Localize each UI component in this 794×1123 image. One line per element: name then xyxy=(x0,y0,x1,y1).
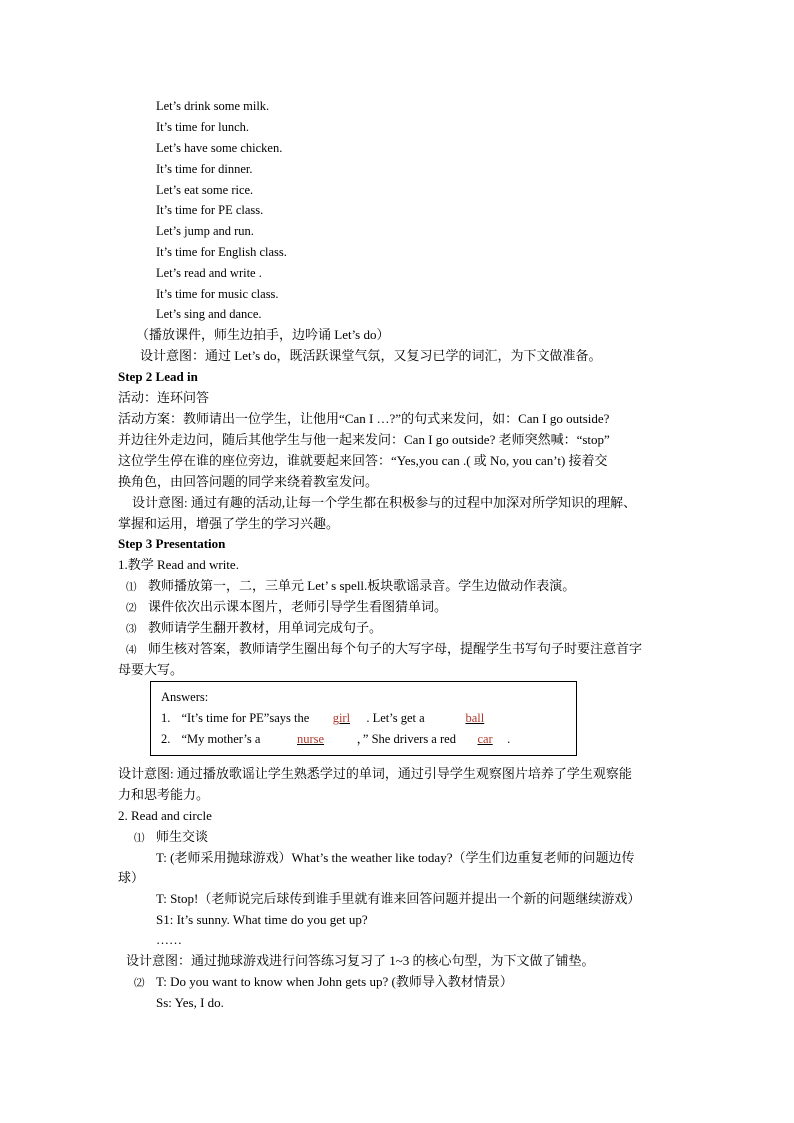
answer-text: . xyxy=(507,732,511,746)
item-number: ⑴ xyxy=(126,582,137,593)
chant-line: It’s time for music class. xyxy=(156,287,279,301)
step2-plan-line: 这位学生停在谁的座位旁边，谁就要起来回答：“Yes,you can .( 或 No, you can’t) 接着交 xyxy=(118,453,608,468)
dialog-line: S1: It’s sunny. What time do you get up? xyxy=(156,912,368,927)
step3-heading: Step 3 Presentation xyxy=(118,536,226,551)
item-text: 师生交谈 xyxy=(156,829,209,844)
step2-plan-line: 并边往外走边问，随后其他学生与他一起来发问：Can I go outside? 老师突然喊：“stop” xyxy=(118,432,610,447)
step1-note: （播放课件，师生边拍手，边吟诵 Let’s do） xyxy=(136,327,390,342)
step3-sub2-item xyxy=(134,972,513,994)
answer-number: 2. xyxy=(161,732,171,746)
ellipsis: …… xyxy=(156,932,182,947)
step2-plan-line: 活动方案：教师请出一位学生，让他用“Can I …?”的句式来发问，如：Can I go outside? xyxy=(118,411,610,426)
dialog-line: T: Stop!（老师说完后球传到谁手里就有谁来回答问题并提出一个新的问题继续游戏） xyxy=(156,891,641,906)
answer-row-2 xyxy=(161,729,510,749)
answer-blank: girl xyxy=(332,711,351,725)
step3-design-intent: 设计意图：通过抛球游戏进行问答练习复习了 1~3 的核心句型，为下文做了铺垫。 xyxy=(126,953,595,968)
dialog-line: 球） xyxy=(118,870,145,885)
chant-line: Let’s read and write . xyxy=(156,266,262,280)
step1-design-intent: 设计意图：通过 Let’s do，既活跃课堂气氛，又复习已学的词汇，为下文做准备。 xyxy=(140,348,602,363)
chant-line: It’s time for dinner. xyxy=(156,162,253,176)
answer-text: ，” She drivers a red xyxy=(356,732,456,746)
dialog-line: Ss: Yes, I do. xyxy=(156,995,224,1010)
step3-item xyxy=(126,576,575,598)
chant-line: Let’s have some chicken. xyxy=(156,141,283,155)
step2-design-line: 掌握和运用，增强了学生的学习兴趣。 xyxy=(118,516,340,531)
answers-title: Answers: xyxy=(161,690,209,704)
item-text: T: Do you want to know when John gets up? (教师导入教材情景） xyxy=(156,974,513,989)
answer-text: “It’s time for PE”says the xyxy=(181,711,310,725)
answers-box xyxy=(150,681,577,756)
item-number: ⑵ xyxy=(126,603,137,614)
answer-number: 1. xyxy=(161,711,171,725)
step3-sub2: 2. Read and circle xyxy=(118,808,212,823)
item-number: ⑷ xyxy=(126,645,137,656)
step3-item xyxy=(126,597,447,619)
step2-plan-line: 换角色，由回答问题的同学来绕着教室发问。 xyxy=(118,474,379,489)
answer-row-1 xyxy=(161,708,518,728)
item-number: ⑴ xyxy=(134,833,145,844)
item-number: ⑵ xyxy=(134,978,145,989)
answer-text: “My mother’s a xyxy=(181,732,261,746)
chant-line: It’s time for English class. xyxy=(156,245,287,259)
item-number: ⑶ xyxy=(126,624,137,635)
step3-design-line: 设计意图: 通过播放歌谣让学生熟悉学过的单词，通过引导学生观察图片培养了学生观察能 xyxy=(118,766,632,781)
item-text: 师生核对答案，教师请学生圈出每个句子的大写字母，提醒学生书写句子时要注意首字 xyxy=(148,641,643,656)
chant-line: Let’s jump and run. xyxy=(156,224,254,238)
step2-activity: 活动：连环问答 xyxy=(118,390,210,405)
step3-item xyxy=(126,639,642,661)
step3-item-continuation: 母要大写。 xyxy=(118,662,184,677)
item-text: 课件依次出示课本图片，老师引导学生看图猜单词。 xyxy=(148,599,448,614)
chant-line: Let’s drink some milk. xyxy=(156,99,270,113)
step3-design-line: 力和思考能力。 xyxy=(118,787,210,802)
chant-line: It’s time for PE class. xyxy=(156,203,264,217)
item-text: 教师请学生翻开教材，用单词完成句子。 xyxy=(148,620,383,635)
item-text: 教师播放第一，二，三单元 Let’ s spell.板块歌谣录音。学生边做动作表演。 xyxy=(148,578,576,593)
step2-design-line: 设计意图: 通过有趣的活动,让每一个学生都在积极参与的过程中加深对所学知识的理解、 xyxy=(132,495,637,510)
step3-sub1: 1.教学 Read and write. xyxy=(118,557,239,572)
answer-text: . Let’s get a xyxy=(366,711,425,725)
chant-line: Let’s sing and dance. xyxy=(156,307,262,321)
step3-item xyxy=(126,618,382,640)
answer-blank: nurse xyxy=(297,732,325,746)
chant-line: Let’s eat some rice. xyxy=(156,183,254,197)
dialog-line: T: (老师采用抛球游戏）What’s the weather like today?（学生们边重复老师的问题边传 xyxy=(156,850,635,865)
answer-blank: car xyxy=(477,732,493,746)
answer-blank: ball xyxy=(465,711,485,725)
chant-line: It’s time for lunch. xyxy=(156,120,250,134)
step3-sub2-item xyxy=(134,827,208,849)
step2-heading: Step 2 Lead in xyxy=(118,369,198,384)
